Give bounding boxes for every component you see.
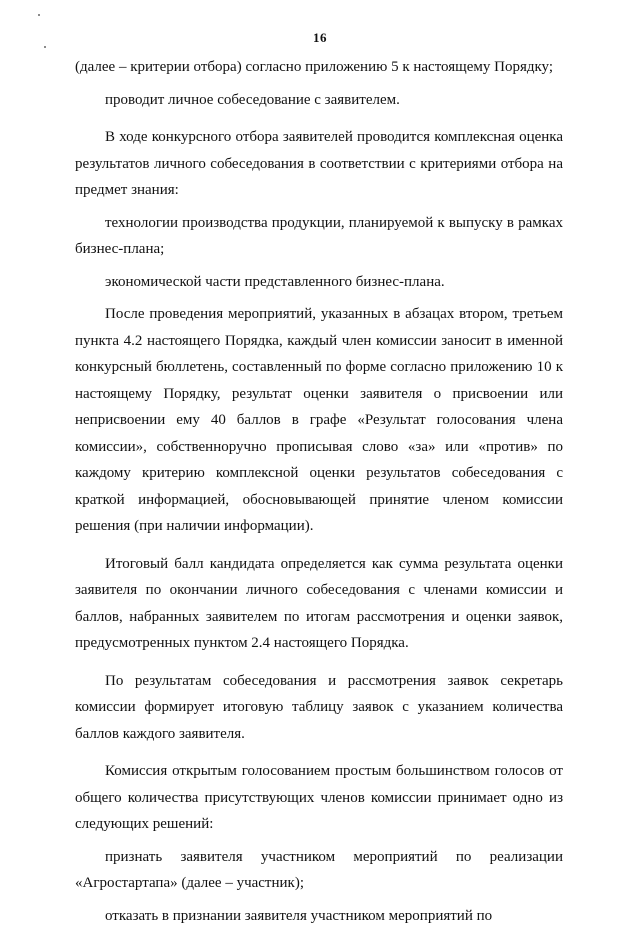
- paragraph: Итоговый балл кандидата определяется как сумма результата оценки заявителя по окончании личного собеседования с членами комиссии и баллов, набранных заявителем по итогам рассмотрения и оценки заявок, предусмотренных пунктом 2.4 настоящего Порядка.: [75, 551, 563, 657]
- paragraph: (далее – критерии отбора) согласно приложению 5 к настоящему Порядку;: [75, 54, 563, 81]
- paragraph: технологии производства продукции, планируемой к выпуску в рамках бизнес-плана;: [75, 210, 563, 263]
- paragraph: В ходе конкурсного отбора заявителей проводится комплексная оценка результатов личного собеседования в соответствии с критериями отбора на предмет знания:: [75, 124, 563, 204]
- paragraph: проводит личное собеседование с заявителем.: [75, 87, 563, 114]
- paragraph: признать заявителя участником мероприятий по реализации «Агростартапа» (далее – участник);: [75, 844, 563, 897]
- paragraph: После проведения мероприятий, указанных в абзацах втором, третьем пункта 4.2 настоящего Порядка, каждый член комиссии заносит в именной конкурсный бюллетень, составленный по форме согласно приложению 10 к настоящему Порядку, результат оценки заявителя о присвоении или неприсвоении ему 40 баллов в графе «Результат голосования члена комиссии», собственноручно прописывая слово «за» или «против» по каждому критерию комплексной оценки результатов собеседования с краткой информацией, обосновывающей принятие членом комиссии решения (при наличии информации).: [75, 301, 563, 540]
- document-body: [75, 54, 563, 929]
- paragraph: отказать в признании заявителя участником мероприятий по: [75, 903, 563, 929]
- paragraph: По результатам собеседования и рассмотрения заявок секретарь комиссии формирует итоговую таблицу заявок с указанием количества баллов каждого заявителя.: [75, 668, 563, 748]
- page-number: 16: [0, 30, 640, 46]
- paragraph: экономической части представленного бизнес-плана.: [75, 269, 563, 296]
- paragraph: Комиссия открытым голосованием простым большинством голосов от общего количества присутствующих членов комиссии принимает одно из следующих решений:: [75, 758, 563, 838]
- scan-speck: [38, 14, 40, 16]
- scan-speck: [44, 46, 46, 48]
